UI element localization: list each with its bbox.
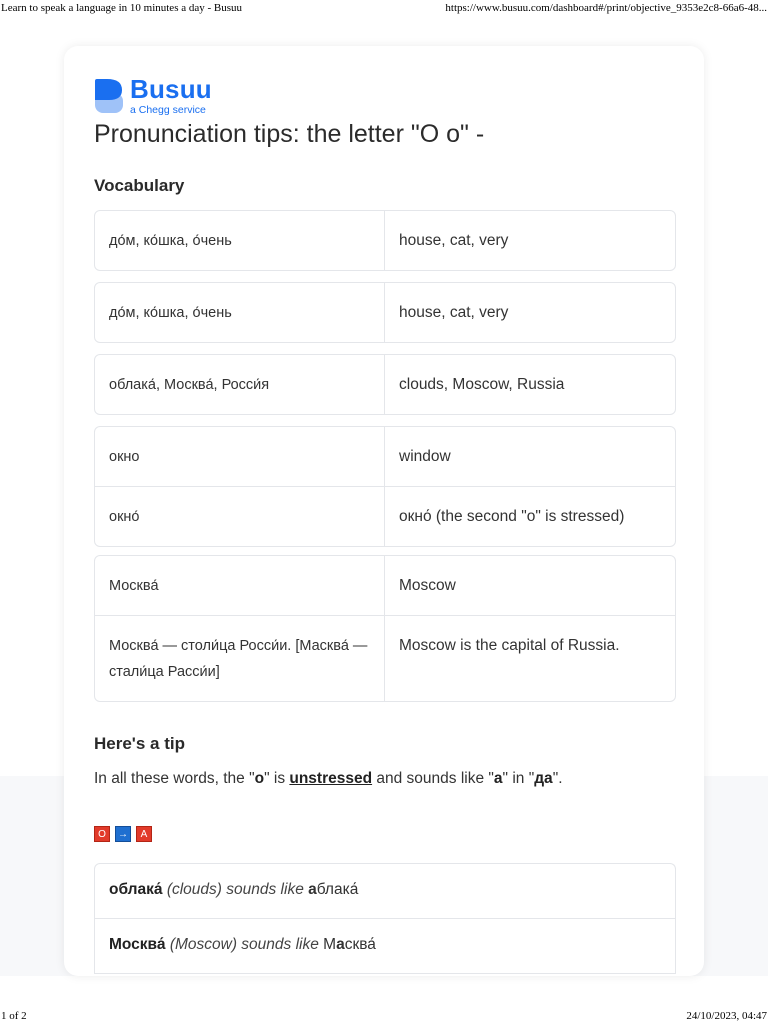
- example-sound-a: а: [308, 881, 317, 898]
- tip-text-part: ".: [552, 770, 563, 787]
- tip-word-da: да: [534, 770, 553, 787]
- vocab-row: [95, 211, 675, 270]
- vocab-row: [95, 486, 675, 546]
- example-word: облака́: [109, 881, 163, 898]
- vocab-english: Moscow is the capital of Russia.: [399, 637, 620, 654]
- vocab-row: [95, 355, 675, 414]
- tip-letter-a: а: [493, 770, 503, 787]
- example-sound: [308, 881, 358, 898]
- vocab-english: clouds, Moscow, Russia: [399, 376, 565, 393]
- example-word: Москва́: [109, 936, 166, 953]
- vocab-english: window: [399, 448, 451, 465]
- vocab-english: house, cat, very: [399, 232, 509, 249]
- vocab-russian: до́м, ко́шка, о́чень: [95, 283, 385, 342]
- vocab-russian: окно: [95, 427, 385, 486]
- vocab-russian: окно́: [95, 487, 385, 546]
- busuu-logo-text: Busuu: [130, 74, 212, 104]
- print-header: [0, 0, 768, 18]
- vocab-russian: Москва́: [95, 556, 385, 615]
- example-sound: [323, 936, 376, 953]
- example-sound-rest: сква́: [344, 936, 376, 953]
- example-row: [95, 864, 675, 919]
- busuu-logo-icon: [94, 78, 126, 114]
- vocab-table: [94, 210, 676, 271]
- letter-a-badge: А: [136, 826, 152, 842]
- page-title: Pronunciation tips: the letter "О о" -: [94, 120, 485, 148]
- example-gloss: (clouds) sounds like: [166, 881, 304, 898]
- vocab-english: Moscow: [399, 577, 456, 594]
- print-page-url: https://www.busuu.com/dashboard#/print/objective_9353e2c8-66a6-48...: [445, 2, 767, 14]
- tip-letter-o: о: [254, 770, 265, 787]
- vocab-russian: облака́, Москва́, Росси́я: [95, 355, 385, 414]
- tip-heading: Here's a tip: [94, 734, 185, 753]
- vocab-row: [95, 283, 675, 342]
- tip-text-part: and sounds like ": [372, 770, 494, 787]
- tip-text: [94, 770, 563, 788]
- vocab-row: [95, 615, 675, 701]
- vocab-table: [94, 426, 676, 547]
- examples-table: [94, 863, 676, 974]
- print-page-title: Learn to speak a language in 10 minutes a day - Busuu: [1, 2, 243, 14]
- content-card: [64, 46, 704, 976]
- print-footer: [0, 1008, 768, 1024]
- tip-text-part: " is: [264, 770, 290, 787]
- tip-text-part: " in ": [502, 770, 535, 787]
- busuu-logo[interactable]: [94, 76, 254, 116]
- example-row: [95, 919, 675, 974]
- example-sound-rest: блака́: [316, 881, 359, 898]
- vocab-table: [94, 282, 676, 343]
- print-page-number: 1 of 2: [1, 1010, 27, 1022]
- tip-unstressed-link[interactable]: unstressed: [289, 770, 373, 787]
- vocab-english: house, cat, very: [399, 304, 509, 321]
- letter-change-badges: [94, 826, 157, 844]
- arrow-right-icon: →: [115, 826, 131, 842]
- vocab-row: [95, 556, 675, 615]
- tip-text-part: In all these words, the ": [94, 770, 255, 787]
- busuu-logo-subtitle: a Chegg service: [130, 104, 206, 116]
- print-datetime: 24/10/2023, 04:47: [686, 1010, 767, 1022]
- example-sound-a: а: [336, 936, 345, 953]
- vocab-english: окно́ (the second "o" is stressed): [399, 508, 625, 525]
- vocab-russian: Москва́ — столи́ца Росси́и. [Масква́ — стали́ца Расси́и]: [95, 616, 385, 701]
- vocab-row: [95, 427, 675, 486]
- vocab-russian: до́м, ко́шка, о́чень: [95, 211, 385, 270]
- vocab-table: [94, 555, 676, 702]
- vocabulary-heading: Vocabulary: [94, 176, 185, 195]
- example-sound-pre: М: [323, 936, 337, 953]
- example-gloss: (Moscow) sounds like: [169, 936, 319, 953]
- vocab-table: [94, 354, 676, 415]
- letter-o-badge: О: [94, 826, 110, 842]
